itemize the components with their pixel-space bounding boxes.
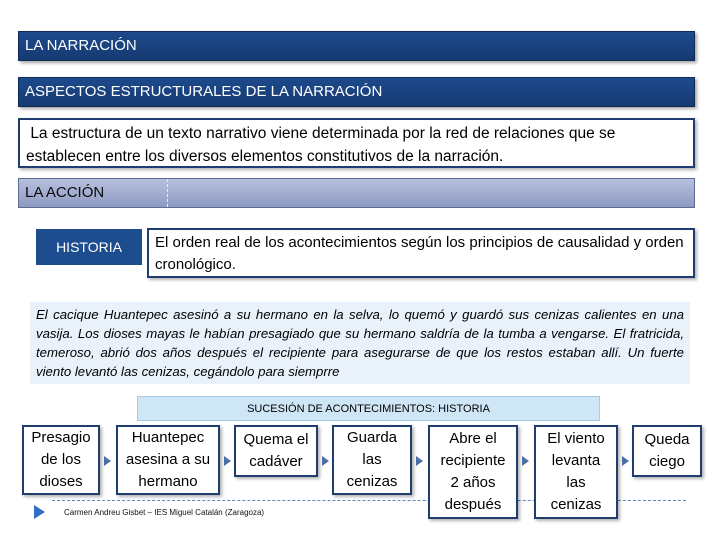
event-7-line-1: Queda (644, 431, 690, 448)
event-5-line-1: Abre el (449, 430, 497, 447)
accion-label: LA ACCIÓN (25, 184, 105, 201)
footer-credit: Carmen Andreu Gisbet – IES Miguel Catalán (Zaragoza) (64, 508, 265, 517)
event-1-line-1: Presagio (31, 429, 91, 446)
page-subtitle: ASPECTOS ESTRUCTURALES DE LA NARRACIÓN (25, 83, 383, 100)
event-4-line-3: cenizas (346, 473, 398, 490)
event-node-7 (632, 425, 702, 477)
arrow-icon (322, 456, 329, 466)
page-title: LA NARRACIÓN (25, 37, 137, 54)
event-5-line-3: 2 años (450, 474, 496, 491)
accion-divider (167, 179, 168, 207)
accion-bar (18, 178, 695, 208)
event-node-4 (332, 425, 412, 495)
event-node-3 (234, 425, 318, 477)
historia-label: HISTORIA (56, 239, 122, 255)
event-2-line-1: Huantepec (131, 429, 205, 446)
intro-box (18, 118, 695, 168)
event-6-line-3: las (566, 474, 586, 491)
subtitle-banner (18, 77, 695, 107)
play-triangle-icon (34, 505, 45, 519)
sequence-title: SUCESIÓN DE ACONTECIMIENTOS: HISTORIA (247, 403, 490, 415)
event-1-line-3: dioses (39, 473, 83, 490)
event-2-line-2: asesina a su (125, 451, 211, 468)
event-4-line-2: las (362, 451, 382, 468)
arrow-icon (522, 456, 529, 466)
arrow-icon (622, 456, 629, 466)
arrow-icon (416, 456, 423, 466)
sequence-title-bar (137, 396, 600, 421)
historia-tag (36, 229, 142, 265)
event-node-5 (428, 425, 518, 519)
event-1-line-2: de los (40, 451, 81, 468)
event-5-line-4: después (444, 496, 502, 513)
title-banner (18, 31, 695, 61)
intro-text: La estructura de un texto narrativo viene determinada por la red de relaciones que se establecen entre los diversos elementos constitutivos de la narración. (26, 125, 620, 165)
event-6-line-1: El viento (547, 430, 605, 447)
arrow-icon (224, 456, 231, 466)
event-7-line-2: ciego (649, 453, 685, 470)
event-6-line-4: cenizas (550, 496, 602, 513)
event-3-line-2: cadáver (249, 453, 303, 470)
event-6-line-2: levanta (551, 452, 601, 469)
story-panel (30, 302, 690, 384)
event-node-2 (116, 425, 220, 495)
event-4-line-1: Guarda (346, 429, 398, 446)
arrow-icon (104, 456, 111, 466)
event-node-6 (534, 425, 618, 519)
event-3-line-1: Quema el (243, 431, 309, 448)
event-2-line-3: hermano (138, 473, 198, 490)
historia-definition-box (147, 228, 695, 278)
historia-definition: El orden real de los acontecimientos según los principios de causalidad y orden cronológico. (155, 234, 684, 273)
event-node-1 (22, 425, 100, 495)
story-text: El cacique Huantepec asesinó a su hermano en la selva, lo quemó y guardó sus cenizas calientes en una vasija. Los dioses mayas le habían presagiado que su hermano saldría de la tumba a vengarse. El fratricida, temeroso, abrió dos años después el recipiente para asegurarse de que los restos estaban allí. Un fuerte viento levantó las cenizas, cegándolo para siemprre (36, 307, 684, 379)
event-5-line-2: recipiente (440, 452, 506, 469)
